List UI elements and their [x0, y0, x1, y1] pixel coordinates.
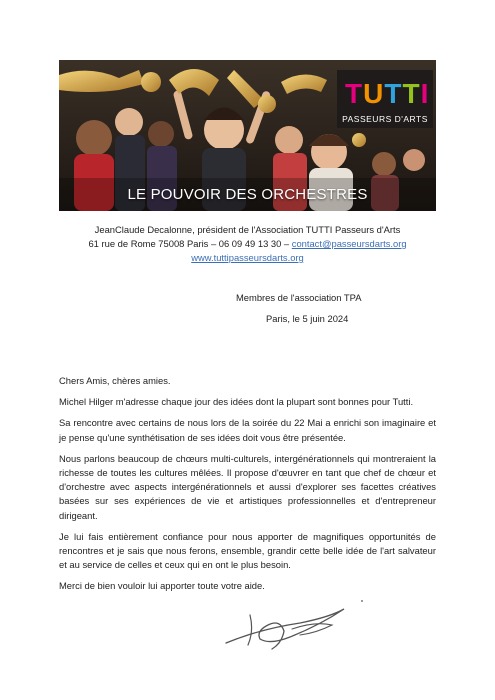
letterhead [0, 223, 495, 265]
logo-word [345, 78, 429, 110]
website-link[interactable]: www.tuttipasseursdarts.org [191, 252, 304, 263]
paragraph: Merci de bien vouloir lui apporter toute votre aide. [59, 580, 265, 592]
logo-letter: U [363, 78, 385, 109]
recipient: Membres de l'association TPA [236, 292, 362, 303]
paragraph: Je lui fais entièrement confiance pour nous apporter de magnifiques opportunités de rencontres et je sais que nous ferons, ensemble, grandir cette belle idée de l'art salvateur et au service de celles et ceux qui en ont le plus besoin. [59, 530, 436, 571]
banner-title: LE POUVOIR DES ORCHESTRES [127, 186, 368, 203]
tutti-logo [337, 70, 433, 128]
website-line [0, 251, 495, 265]
letter-date: Paris, le 5 juin 2024 [266, 313, 349, 324]
address-line [0, 237, 495, 251]
handwritten-signature [220, 595, 370, 660]
logo-letter: I [420, 78, 430, 109]
greeting: Chers Amis, chères amies. [59, 375, 171, 386]
logo-letter: T [345, 78, 364, 109]
sender-line: JeanClaude Decalonne, président de l'Association TUTTI Passeurs d'Arts [94, 224, 401, 235]
header-banner-photo [59, 60, 436, 211]
paragraph: Sa rencontre avec certains de nous lors de la soirée du 22 Mai a enrichi son imaginaire et je pense qu'une synthétisation de ses idées doit vous être présentée. [59, 417, 436, 443]
paragraph: Michel Hilger m'adresse chaque jour des idées dont la plupart sont bonnes pour Tutti. [59, 396, 414, 408]
email-link[interactable]: contact@passeursdarts.org [291, 238, 407, 249]
logo-letter: T [384, 78, 403, 109]
letter-body [59, 374, 436, 601]
logo-letter: T [402, 78, 421, 109]
address-text: 61 rue de Rome 75008 Paris – 06 09 49 13 30 – [88, 238, 292, 249]
paragraph: Nous parlons beaucoup de chœurs multi-culturels, intergénérationnels qui montreraient la richesse de toutes les cultures mêlées. Il propose d'œuvrer en tant que chef de chœur et d'orchestre avec aspects intergénérationnels et aussi d'explorer ses facettes créatives basées sur ses expériences de vie et artistiques professionnelles et d'entrepreneur dirigeant. [59, 452, 436, 521]
signature-drawing [220, 595, 370, 655]
logo-subtitle: PASSEURS D'ARTS [342, 114, 428, 124]
